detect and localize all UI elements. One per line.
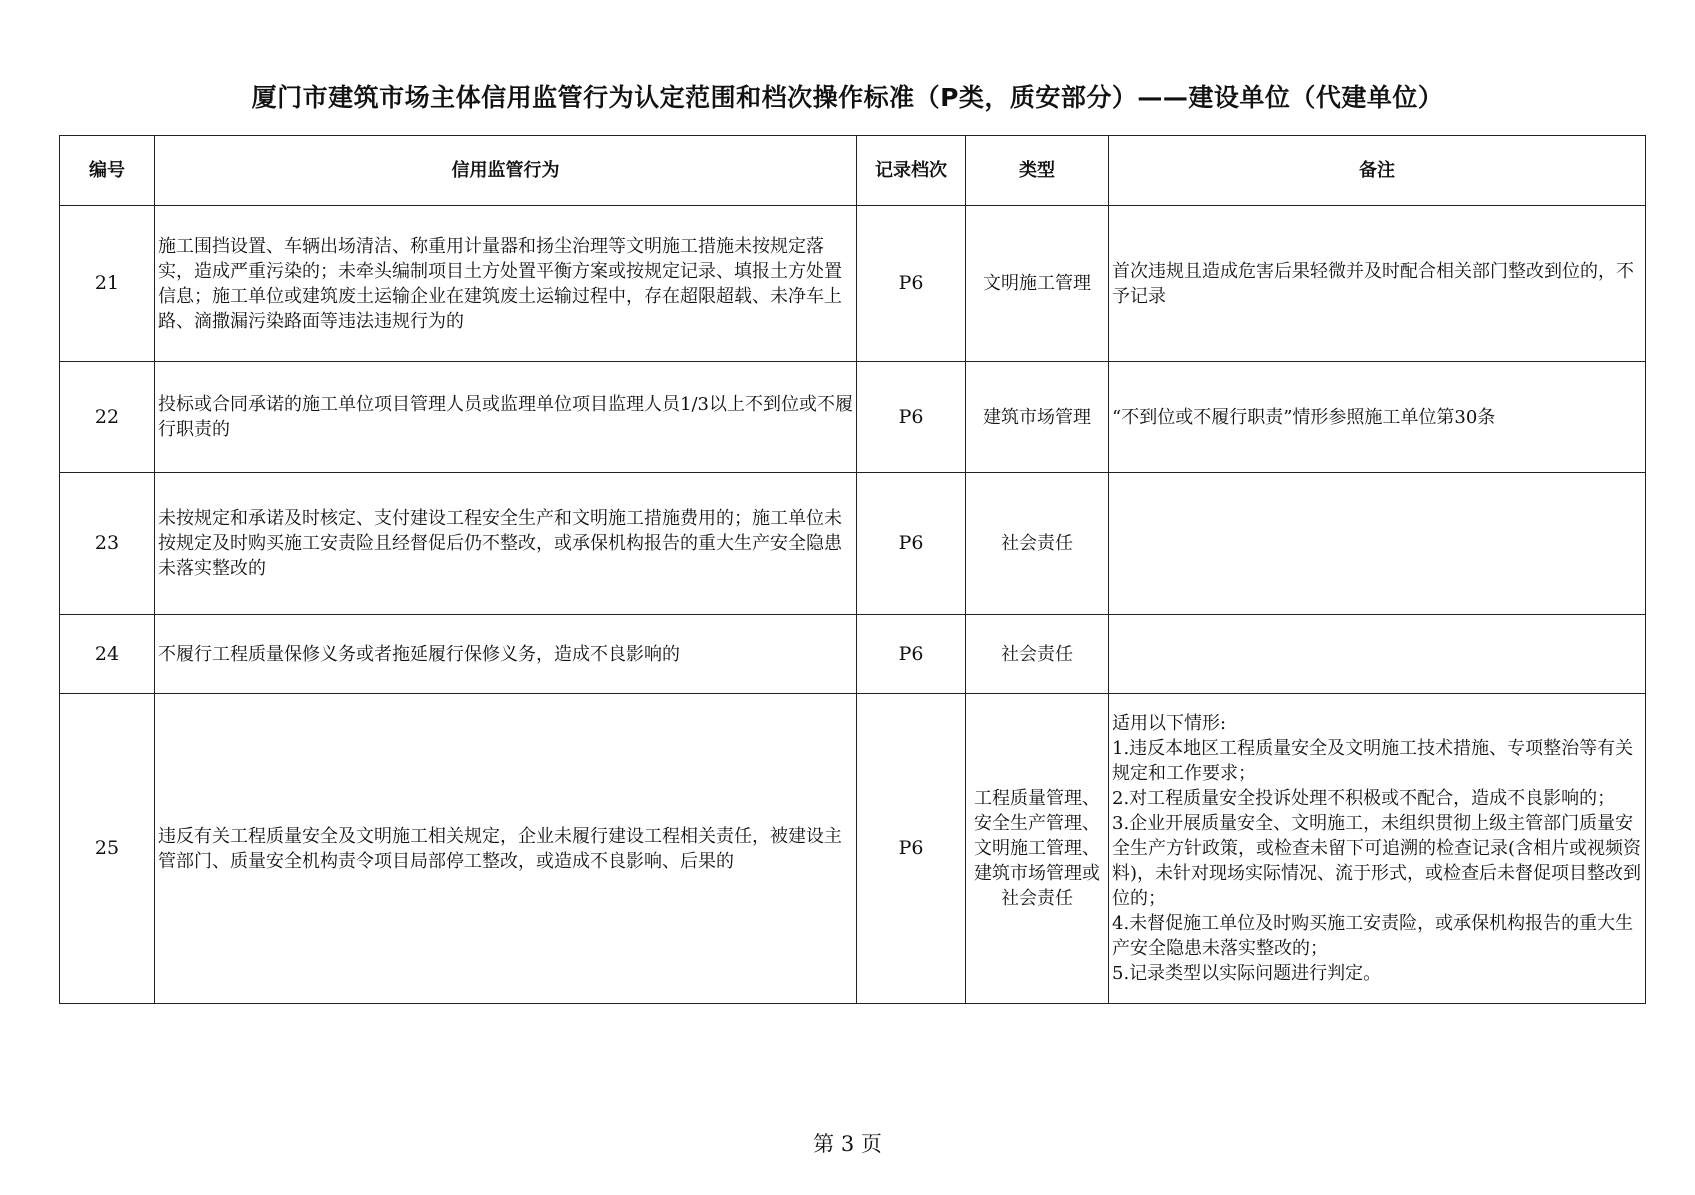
remark-line: 5.记录类型以实际问题进行判定。 — [1112, 963, 1382, 984]
row-behavior: 投标或合同承诺的施工单位项目管理人员或监理单位项目监理人员1/3以上不到位或不履行职责的 — [155, 362, 857, 473]
row-number: 23 — [60, 473, 155, 615]
row-type: 建筑市场管理 — [966, 362, 1109, 473]
table-row — [60, 206, 1646, 362]
table-row — [60, 694, 1646, 1004]
row-number: 21 — [60, 206, 155, 362]
table-row — [60, 362, 1646, 473]
row-type: 工程质量管理、安全生产管理、文明施工管理、建筑市场管理或社会责任 — [966, 694, 1109, 1004]
row-level: P6 — [857, 615, 966, 694]
page-title: 厦门市建筑市场主体信用监管行为认定范围和档次操作标准（P类，质安部分）——建设单位（代建单位） — [251, 83, 1444, 112]
header-level: 记录档次 — [857, 136, 966, 206]
credit-rules-table — [59, 135, 1646, 1004]
header-type: 类型 — [966, 136, 1109, 206]
row-behavior: 不履行工程质量保修义务或者拖延履行保修义务，造成不良影响的 — [155, 615, 857, 694]
row-remark — [1109, 615, 1646, 694]
header-number: 编号 — [60, 136, 155, 206]
table-header-row — [60, 136, 1646, 206]
row-remark: 首次违规且造成危害后果轻微并及时配合相关部门整改到位的，不予记录 — [1109, 206, 1646, 362]
row-number: 22 — [60, 362, 155, 473]
header-behavior: 信用监管行为 — [155, 136, 857, 206]
row-number: 24 — [60, 615, 155, 694]
row-level: P6 — [857, 362, 966, 473]
remark-line: 适用以下情形: — [1112, 713, 1227, 734]
row-number: 25 — [60, 694, 155, 1004]
row-remark — [1109, 694, 1646, 1004]
row-remark: “不到位或不履行职责”情形参照施工单位第30条 — [1109, 362, 1646, 473]
remark-line: 2.对工程质量安全投诉处理不积极或不配合，造成不良影响的； — [1112, 788, 1616, 809]
row-remark — [1109, 473, 1646, 615]
row-behavior: 违反有关工程质量安全及文明施工相关规定，企业未履行建设工程相关责任，被建设主管部门、质量安全机构责令项目局部停工整改，或造成不良影响、后果的 — [155, 694, 857, 1004]
row-type: 社会责任 — [966, 473, 1109, 615]
row-behavior: 施工围挡设置、车辆出场清洁、称重用计量器和扬尘治理等文明施工措施未按规定落实，造成严重污染的；未牵头编制项目土方处置平衡方案或按规定记录、填报土方处置信息；施工单位或建筑废土运输企业在建筑废土运输过程中，存在超限超载、未净车上路、滴撒漏污染路面等违法违规行为的 — [155, 206, 857, 362]
row-behavior: 未按规定和承诺及时核定、支付建设工程安全生产和文明施工措施费用的；施工单位未按规定及时购买施工安责险且经督促后仍不整改，或承保机构报告的重大生产安全隐患未落实整改的 — [155, 473, 857, 615]
row-type: 文明施工管理 — [966, 206, 1109, 362]
remark-line: 1.违反本地区工程质量安全及文明施工技术措施、专项整治等有关规定和工作要求； — [1112, 738, 1634, 784]
table-row — [60, 615, 1646, 694]
row-level: P6 — [857, 473, 966, 615]
row-level: P6 — [857, 694, 966, 1004]
page-number: 第 3 页 — [813, 1132, 882, 1156]
remark-line: 4.未督促施工单位及时购买施工安责险，或承保机构报告的重大生产安全隐患未落实整改的； — [1112, 913, 1634, 959]
table-row — [60, 473, 1646, 615]
remark-line: 3.企业开展质量安全、文明施工，未组织贯彻上级主管部门质量安全生产方针政策，或检查未留下可追溯的检查记录(含相片或视频资料)，未针对现场实际情况、流于形式，或检查后未督促项目整改到位的； — [1112, 813, 1642, 909]
row-level: P6 — [857, 206, 966, 362]
header-remark: 备注 — [1109, 136, 1646, 206]
row-type: 社会责任 — [966, 615, 1109, 694]
